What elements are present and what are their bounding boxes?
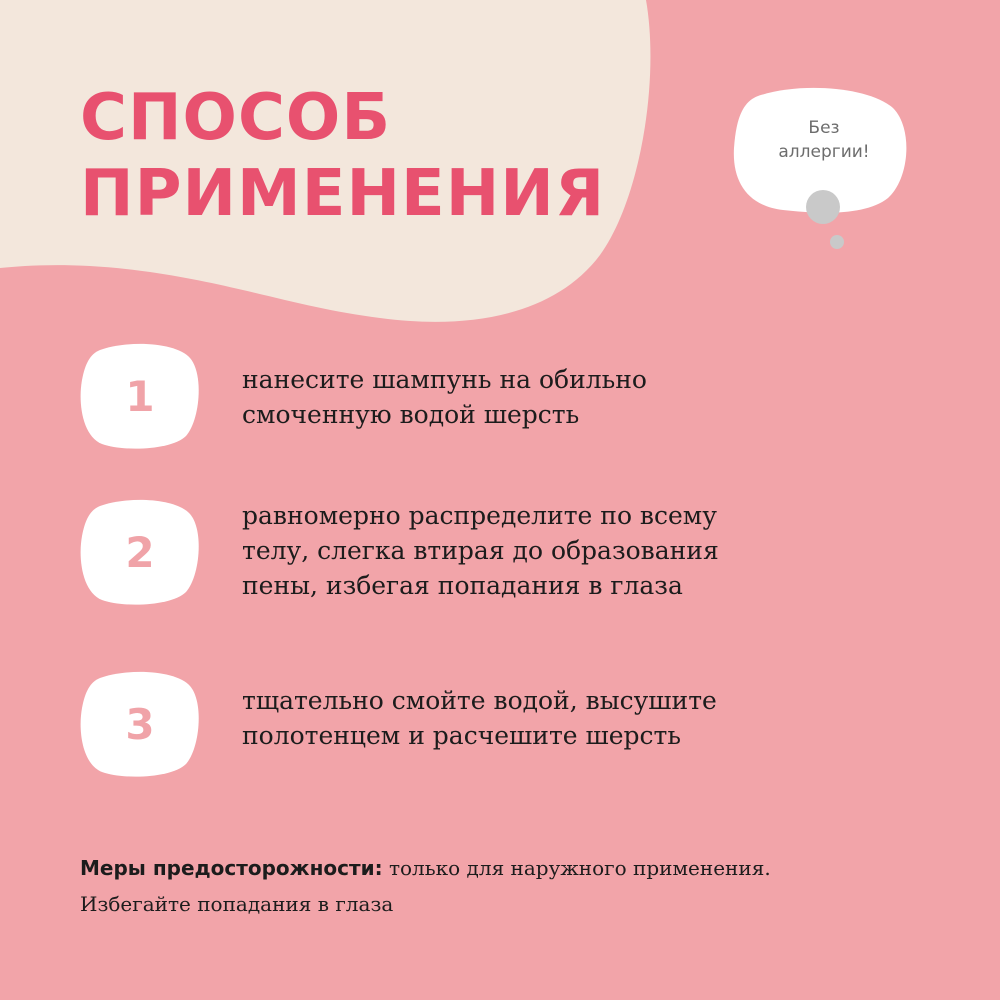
precautions-text-2: Избегайте попадания в глаза [80,892,394,916]
bubble-dot-small [830,235,844,249]
step-3-text [242,683,862,753]
precautions-line-1 [80,850,930,886]
step-1-text-line-1: нанесите шампунь на обильно [242,365,647,394]
bubble-text-line-1: Без [808,118,840,138]
step-1-text-line-2: смоченную водой шерсть [242,400,580,429]
precautions-note [80,850,930,922]
step-2-badge [78,496,202,608]
bubble-text [740,116,908,164]
bubble-dot-large [806,190,840,224]
page-title [80,80,606,232]
step-3-text-line-1: тщательно смойте водой, высушите [242,686,717,715]
thought-bubble-shape [728,86,918,256]
step-2-text-line-1: равномерно распределите по всему [242,501,717,530]
step-3-text-line-2: полотенцем и расчешите шерсть [242,721,682,750]
page-title-line-2: ПРИМЕНЕНИЯ [80,157,606,231]
step-2-text-line-3: пены, избегая попадания в глаза [242,571,683,600]
step-2-text [242,498,862,603]
step-1-number: 1 [125,371,155,421]
step-3-number: 3 [125,699,155,749]
step-2-text-line-2: телу, слегка втирая до образования [242,536,719,565]
step-3-badge [78,668,202,780]
precautions-label: Меры предосторожности: [80,856,383,880]
bubble-text-line-2: аллергии! [778,142,870,162]
step-2-number: 2 [125,527,155,577]
no-allergy-thought-bubble [728,86,918,256]
step-1-text [242,362,862,432]
page-title-line-1: СПОСОБ [80,81,392,155]
step-1-badge [78,340,202,452]
precautions-text-1: только для наружного применения. [382,856,771,880]
